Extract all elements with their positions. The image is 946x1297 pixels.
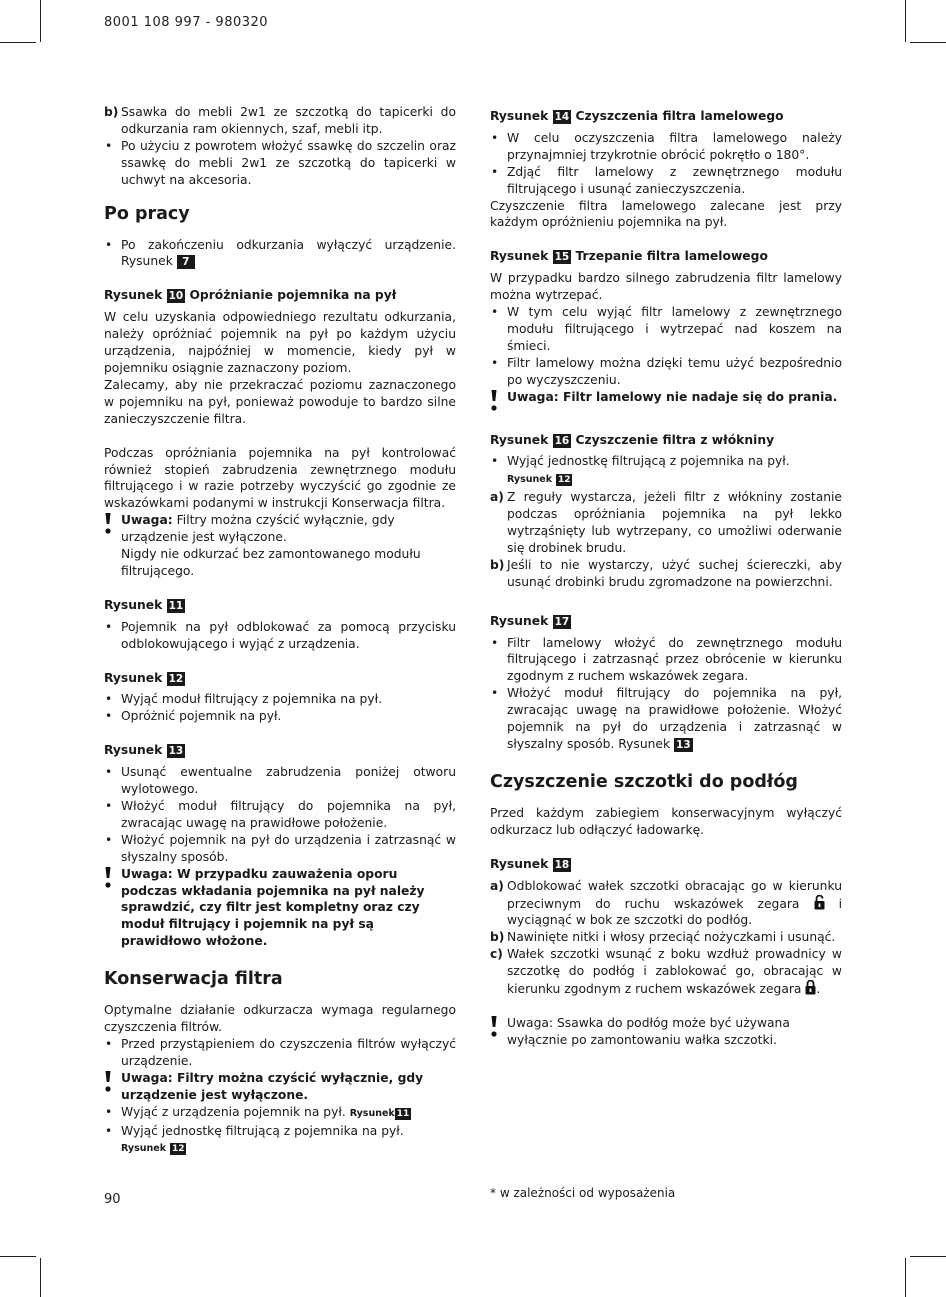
item-text: .: [816, 982, 821, 997]
figure-heading-13: [104, 742, 456, 759]
figure-word: Rysunek: [490, 613, 549, 628]
item-label: c): [490, 947, 503, 962]
warning-note: [104, 1070, 456, 1104]
figure-badge: 12: [171, 1144, 185, 1155]
document-code: 8001 108 997 - 980320: [104, 15, 269, 30]
bullet-item: • Filtr lamelowy można dzięki temu użyć bezpośrednio po wyczyszczeniu.: [490, 355, 842, 389]
figure-badge: 12: [168, 672, 184, 685]
item-text: Włożyć moduł filtrujący do pojemnika na pył, zwracając uwagę na prawidłowe położenie. Włożyć pojemnik na pył do urządzenia i zatrzasnąć w słyszalny sposób. Rysunek: [507, 686, 842, 751]
unlocked-padlock-icon: [814, 895, 825, 910]
figure-badge: 17: [554, 615, 570, 628]
warning-note: [104, 866, 456, 951]
bullet-item: • W tym celu wyjąć filtr lamelowy z zewnętrznego modułu filtrującego i wytrzepać nad koszem na śmieci.: [490, 304, 842, 355]
figure-title: Czyszczenia filtra lamelowego: [575, 109, 784, 123]
item-text: Ssawka do mebli 2w1 ze szczotką do tapicerki do odkurzania ram okiennych, szaf, mebli itp.: [121, 105, 456, 136]
item-label: a): [490, 490, 504, 505]
item-text: Wyjąć jednostkę filtrującą z pojemnika na pył.: [507, 454, 790, 469]
exclamation-icon: [104, 1071, 112, 1105]
figure-badge: 18: [554, 858, 570, 871]
item-text: Jeśli to nie wystarczy, użyć suchej ściereczki, aby usunąć drobinki brudu zgromadzone na powierzchni.: [507, 557, 842, 589]
warning-text: Nigdy nie odkurzać bez zamontowanego modułu filtrującego.: [121, 547, 421, 578]
figure-title: Trzepanie filtra lamelowego: [575, 249, 768, 264]
figure-title: Czyszczenie filtra z włókniny: [575, 432, 775, 447]
exclamation-icon: [104, 513, 112, 547]
page-number: 90: [104, 1192, 121, 1207]
list-item: [490, 878, 842, 930]
warning-note: [104, 512, 456, 580]
section-heading-konserwacja: Konserwacja filtra: [104, 969, 283, 990]
exclamation-icon: [490, 1016, 498, 1050]
figure-word: Rysunek: [490, 109, 549, 123]
bullet-item: [104, 237, 456, 271]
warning-note: [490, 389, 842, 406]
bullet-item: • Usunąć ewentualne zabrudzenia poniżej otworu wylotowego.: [104, 764, 456, 798]
figure-badge: 13: [168, 745, 184, 758]
bullet-item: • Wyjąć moduł filtrujący z pojemnika na pył.: [104, 691, 456, 708]
locked-padlock-icon: [805, 980, 816, 995]
figure-heading-12: [104, 670, 456, 687]
warning-label: Uwaga:: [121, 513, 173, 528]
paragraph: Zalecamy, aby nie przekraczać poziomu zaznaczonego w pojemniku na pył, ponieważ powoduje to bardzo silne zanieczyszczenie filtra.: [104, 377, 456, 426]
list-item: [490, 929, 842, 946]
item-label: b): [104, 105, 119, 119]
crop-mark: [910, 42, 946, 43]
figure-badge: 13: [676, 739, 691, 751]
figure-badge: 14: [554, 111, 570, 123]
figure-heading-11: [104, 597, 456, 614]
warning-text: Uwaga: Filtry można czyścić wyłącznie, gdy urządzenie jest wyłączone.: [121, 1070, 424, 1102]
paragraph: Przed każdym zabiegiem konserwacyjnym wyłączyć odkurzacz lub odłączyć ładowarkę.: [490, 805, 842, 837]
warning-note: [490, 1015, 842, 1049]
right-column: [490, 104, 842, 1049]
warning-text: Uwaga: Ssawka do podłóg może być używana wyłącznie po zamontowaniu wałka szczotki.: [507, 1015, 790, 1047]
warning-text: Filtry można czyścić wyłącznie, gdy urządzenie jest wyłączone.: [121, 513, 395, 545]
item-label: b): [490, 557, 505, 572]
figure-word: Rysunek: [104, 743, 163, 758]
paragraph: W celu uzyskania odpowiedniego rezultatu odkurzania, należy opróżniać pojemnik na pył po każdym użyciu urządzenia, najpóźniej w momencie, kiedy pył w pojemniku osiągnie zaznaczony poziom.: [104, 310, 456, 375]
item-text: Wyjąć z urządzenia pojemnik na pył.: [121, 1104, 346, 1119]
exclamation-icon: [104, 867, 112, 901]
list-item: [490, 946, 842, 998]
bullet-item: • Zdjąć filtr lamelowy z zewnętrznego modułu filtrującego i usunąć zanieczyszczenia.: [490, 164, 842, 198]
item-text: Po zakończeniu odkurzania wyłączyć urządzenie. Rysunek: [121, 237, 456, 269]
bullet-item: • Pojemnik na pył odblokować za pomocą przycisku odblokowującego i wyjąć z urządzenia.: [104, 619, 456, 653]
crop-mark: [0, 42, 36, 43]
figure-title: Opróżnianie pojemnika na pył: [189, 288, 397, 303]
figure-word: Rysunek: [507, 474, 553, 486]
list-item: [490, 557, 842, 591]
bullet-item: • Włożyć pojemnik na pył do urządzenia i zatrzasnąć w słyszalny sposób.: [104, 832, 456, 866]
list-item: [490, 489, 842, 557]
figure-heading-16: [490, 432, 842, 449]
figure-word: Rysunek: [121, 1143, 167, 1155]
figure-word: Rysunek: [104, 597, 163, 612]
paragraph: W przypadku bardzo silnego zabrudzenia filtr lamelowy można wytrzepać.: [490, 271, 842, 303]
bullet-item: • Włożyć moduł filtrujący do pojemnika na pył, zwracając uwagę na prawidłowe położenie.: [104, 798, 456, 832]
figure-badge: 10: [168, 290, 184, 303]
item-text: i wyciągnąć w bok ze szczotki do podłóg.: [507, 896, 842, 928]
figure-heading-18: [490, 856, 842, 873]
item-text: Wyjąć jednostkę filtrującą z pojemnika na pył.: [121, 1123, 404, 1138]
crop-mark: [40, 1258, 41, 1297]
crop-mark: [905, 1258, 906, 1297]
exclamation-icon: [490, 390, 498, 424]
paragraph: Czyszczenie filtra lamelowego zalecane jest przy każdym opróżnieniu pojemnika na pył.: [490, 198, 842, 230]
figure-word: Rysunek: [490, 249, 549, 264]
figure-word: Rysunek: [490, 856, 549, 871]
warning-text: Uwaga: Filtr lamelowy nie nadaje się do prania.: [507, 389, 838, 404]
bullet-item: • Opróżnić pojemnik na pył.: [104, 708, 456, 725]
bullet-item: • W celu oczyszczenia filtra lamelowego należy przynajmniej trzykrotnie obrócić pokrętło o 180°.: [490, 130, 842, 164]
item-text: Nawinięte nitki i włosy przeciąć nożyczkami i usunąć.: [507, 930, 836, 945]
crop-mark: [0, 1256, 36, 1257]
item-label: a): [490, 878, 504, 893]
figure-heading-10: [104, 287, 456, 304]
section-heading-po-pracy: Po pracy: [104, 203, 190, 224]
figure-badge: 16: [554, 434, 570, 447]
bullet-item: [104, 1123, 456, 1159]
figure-badge: 11: [396, 1108, 410, 1119]
paragraph: Podczas opróżniania pojemnika na pył kontrolować również stopień zabrudzenia zewnętrznego modułu filtrującego i w razie potrzeby wyczyścić go zgodnie ze wskazówkami podanymi w instrukcji Konserwacja filtra.: [104, 445, 456, 511]
footnote: * w zależności od wyposażenia: [490, 1186, 676, 1200]
warning-text: Uwaga: W przypadku zauważenia oporu podczas wkładania pojemnika na pył należy sprawdzić, czy filtr jest kompletny oraz czy moduł filtrujący i pojemnik na pył są prawidłowo włożone.: [121, 866, 425, 949]
crop-mark: [910, 1256, 946, 1257]
figure-badge: 11: [168, 599, 184, 612]
figure-heading-14: [490, 108, 842, 125]
figure-badge: 7: [177, 255, 195, 269]
figure-badge: 15: [554, 251, 570, 264]
item-text: Odblokować wałek szczotki obracając go w kierunku przeciwnym do ruchu wskazówek zegara: [507, 878, 842, 911]
list-item: [104, 104, 456, 138]
paragraph: Optymalne działanie odkurzacza wymaga regularnego czyszczenia filtrów.: [104, 1003, 456, 1035]
figure-heading-15: [490, 248, 842, 265]
figure-word: Rysunek: [349, 1107, 395, 1119]
bullet-item: [104, 1104, 456, 1123]
figure-word: Rysunek: [490, 432, 549, 447]
bullet-item: [490, 685, 842, 753]
left-column: [104, 104, 456, 1158]
figure-word: Rysunek: [104, 288, 163, 303]
figure-word: Rysunek: [104, 670, 163, 685]
crop-mark: [40, 0, 41, 42]
crop-mark: [905, 0, 906, 42]
figure-badge: 12: [557, 475, 571, 486]
item-label: b): [490, 930, 505, 945]
bullet-item: [490, 453, 842, 489]
bullet-item: • Filtr lamelowy włożyć do zewnętrznego modułu filtrującego i zatrzasnąć przez obrócenie w kierunku zgodnym z ruchem wskazówek zegara.: [490, 635, 842, 686]
figure-heading-17: [490, 613, 842, 630]
bullet-item: • Przed przystąpieniem do czyszczenia filtrów wyłączyć urządzenie.: [104, 1036, 456, 1070]
item-text: Z reguły wystarcza, jeżeli filtr z włókniny zostanie podczas opróżniania pojemnika na pył lekko wytrząśnięty lub wytrzepany, co umożliwi oderwanie się drobinek brudu.: [507, 490, 842, 555]
section-heading-szczotka: Czyszczenie szczotki do podłóg: [490, 771, 798, 792]
item-text: Wałek szczotki wsunąć z boku wzdłuż prowadnicy w szczotkę do podłóg i zablokować go, obracając w kierunku zgodnym z ruchem wskazówek zegara: [507, 947, 842, 997]
bullet-item: • Po użyciu z powrotem włożyć ssawkę do szczelin oraz ssawkę do mebli 2w1 ze szczotką do tapicerki w uchwyt na akcesoria.: [104, 138, 456, 189]
